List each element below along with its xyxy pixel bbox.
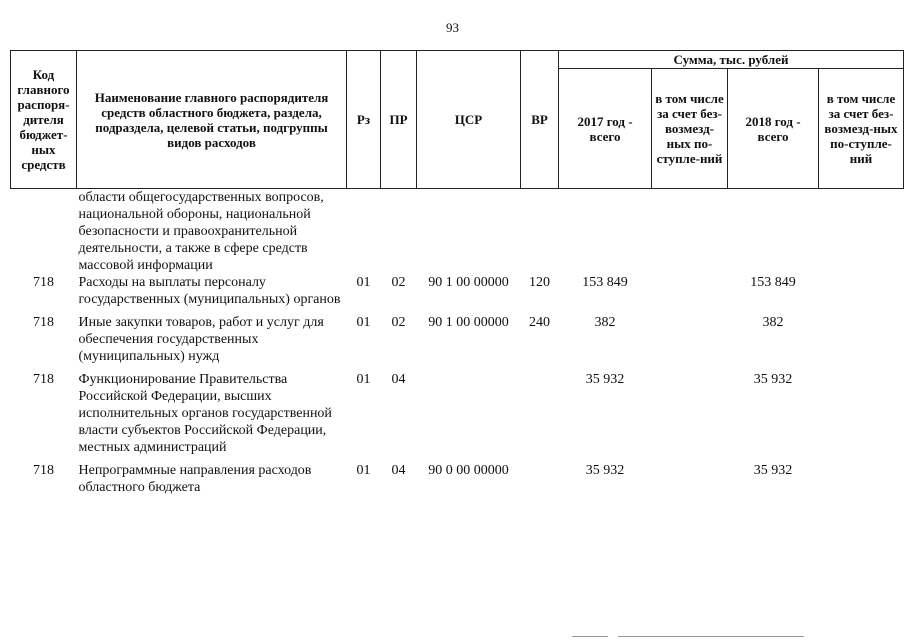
- cell-sum-2018: 153 849: [750, 275, 796, 290]
- cell-incl-2018: [819, 274, 904, 314]
- cell-incl-2018: [819, 314, 904, 371]
- cell-rz: 01: [356, 275, 371, 290]
- cell-sum-2018: 382: [762, 315, 784, 330]
- header-sum-group: Сумма, тыс. рублей: [559, 51, 904, 69]
- budget-table: [10, 50, 904, 502]
- cell-code: 718: [33, 275, 54, 290]
- cell-code: 718: [33, 372, 54, 387]
- header-sum-2018: 2018 год - всего: [728, 69, 819, 189]
- cell-csr: 90 1 00 00000: [428, 315, 509, 330]
- cell-code: 718: [33, 463, 54, 478]
- cell-name: Функционирование Правительства Российской Федерации, высших исполнительных органов государственной власти субъектов Российской Федерации, местных администраций: [78, 372, 332, 455]
- cell-csr: 90 0 00 00000: [428, 463, 509, 478]
- header-pr: ПР: [381, 51, 417, 189]
- cell-rz: 01: [356, 463, 371, 478]
- table-row: [11, 371, 904, 462]
- table-row: [11, 314, 904, 371]
- cell-incl-2017: [652, 314, 728, 371]
- cell-sum-2018: 35 932: [753, 372, 793, 387]
- cell-name: Непрограммные направления расходов областного бюджета: [78, 463, 312, 495]
- cell-csr: [417, 371, 521, 462]
- table-row: [11, 189, 904, 275]
- cell-csr: 90 1 00 00000: [428, 275, 509, 290]
- cell-sum-2017: 382: [594, 315, 616, 330]
- cell-vr: 240: [529, 315, 550, 330]
- cell-incl-2018: [819, 462, 904, 502]
- header-code: Код главного распоря-дителя бюджет-ных средств: [11, 51, 77, 189]
- cell-code: 718: [33, 315, 54, 330]
- cell-incl-2017: [652, 462, 728, 502]
- cell-sum-2017: 35 932: [585, 372, 625, 387]
- page-number: 93: [446, 20, 459, 35]
- cell-pr: 04: [391, 463, 406, 478]
- cell-incl-2017: [652, 274, 728, 314]
- footer-rule-long: [618, 636, 804, 637]
- header-incl-2018: в том числе за счет без-возмезд-ных по-ступле-ний: [819, 69, 904, 189]
- cell-incl-2017: [652, 371, 728, 462]
- cell-vr: [521, 462, 559, 502]
- header-name: Наименование главного распорядителя средств областного бюджета, раздела, подраздела, целевой статьи, подгруппы видов расходов: [77, 51, 347, 189]
- cell-sum-2018: 35 932: [753, 463, 793, 478]
- cell-rz: 01: [356, 315, 371, 330]
- header-rz: Рз: [347, 51, 381, 189]
- continuation-text: области общегосударственных вопросов, национальной обороны, национальной безопасности и правоохранительной деятельности, а также в сфере средств массовой информации: [78, 190, 324, 273]
- table-row: [11, 462, 904, 502]
- cell-name: Иные закупки товаров, работ и услуг для обеспечения государственных (муниципальных) нужд: [78, 315, 324, 364]
- cell-rz: 01: [356, 372, 371, 387]
- cell-sum-2017: 35 932: [585, 463, 625, 478]
- cell-vr: [521, 371, 559, 462]
- cell-sum-2017: 153 849: [582, 275, 628, 290]
- cell-pr: 04: [391, 372, 406, 387]
- cell-pr: 02: [391, 315, 406, 330]
- cell-pr: 02: [391, 275, 406, 290]
- header-incl-2017: в том числе за счет без-возмезд-ных по-ступле-ний: [652, 69, 728, 189]
- cell-vr: 120: [529, 275, 550, 290]
- header-csr: ЦСР: [417, 51, 521, 189]
- table-header: [11, 51, 904, 189]
- header-sum-2017: 2017 год - всего: [559, 69, 652, 189]
- table-body: [11, 189, 904, 503]
- cell-name: Расходы на выплаты персоналу государственных (муниципальных) органов: [78, 275, 341, 307]
- table-row: [11, 274, 904, 314]
- footer-rule-short: [572, 636, 608, 637]
- header-vr: ВР: [521, 51, 559, 189]
- cell-incl-2018: [819, 371, 904, 462]
